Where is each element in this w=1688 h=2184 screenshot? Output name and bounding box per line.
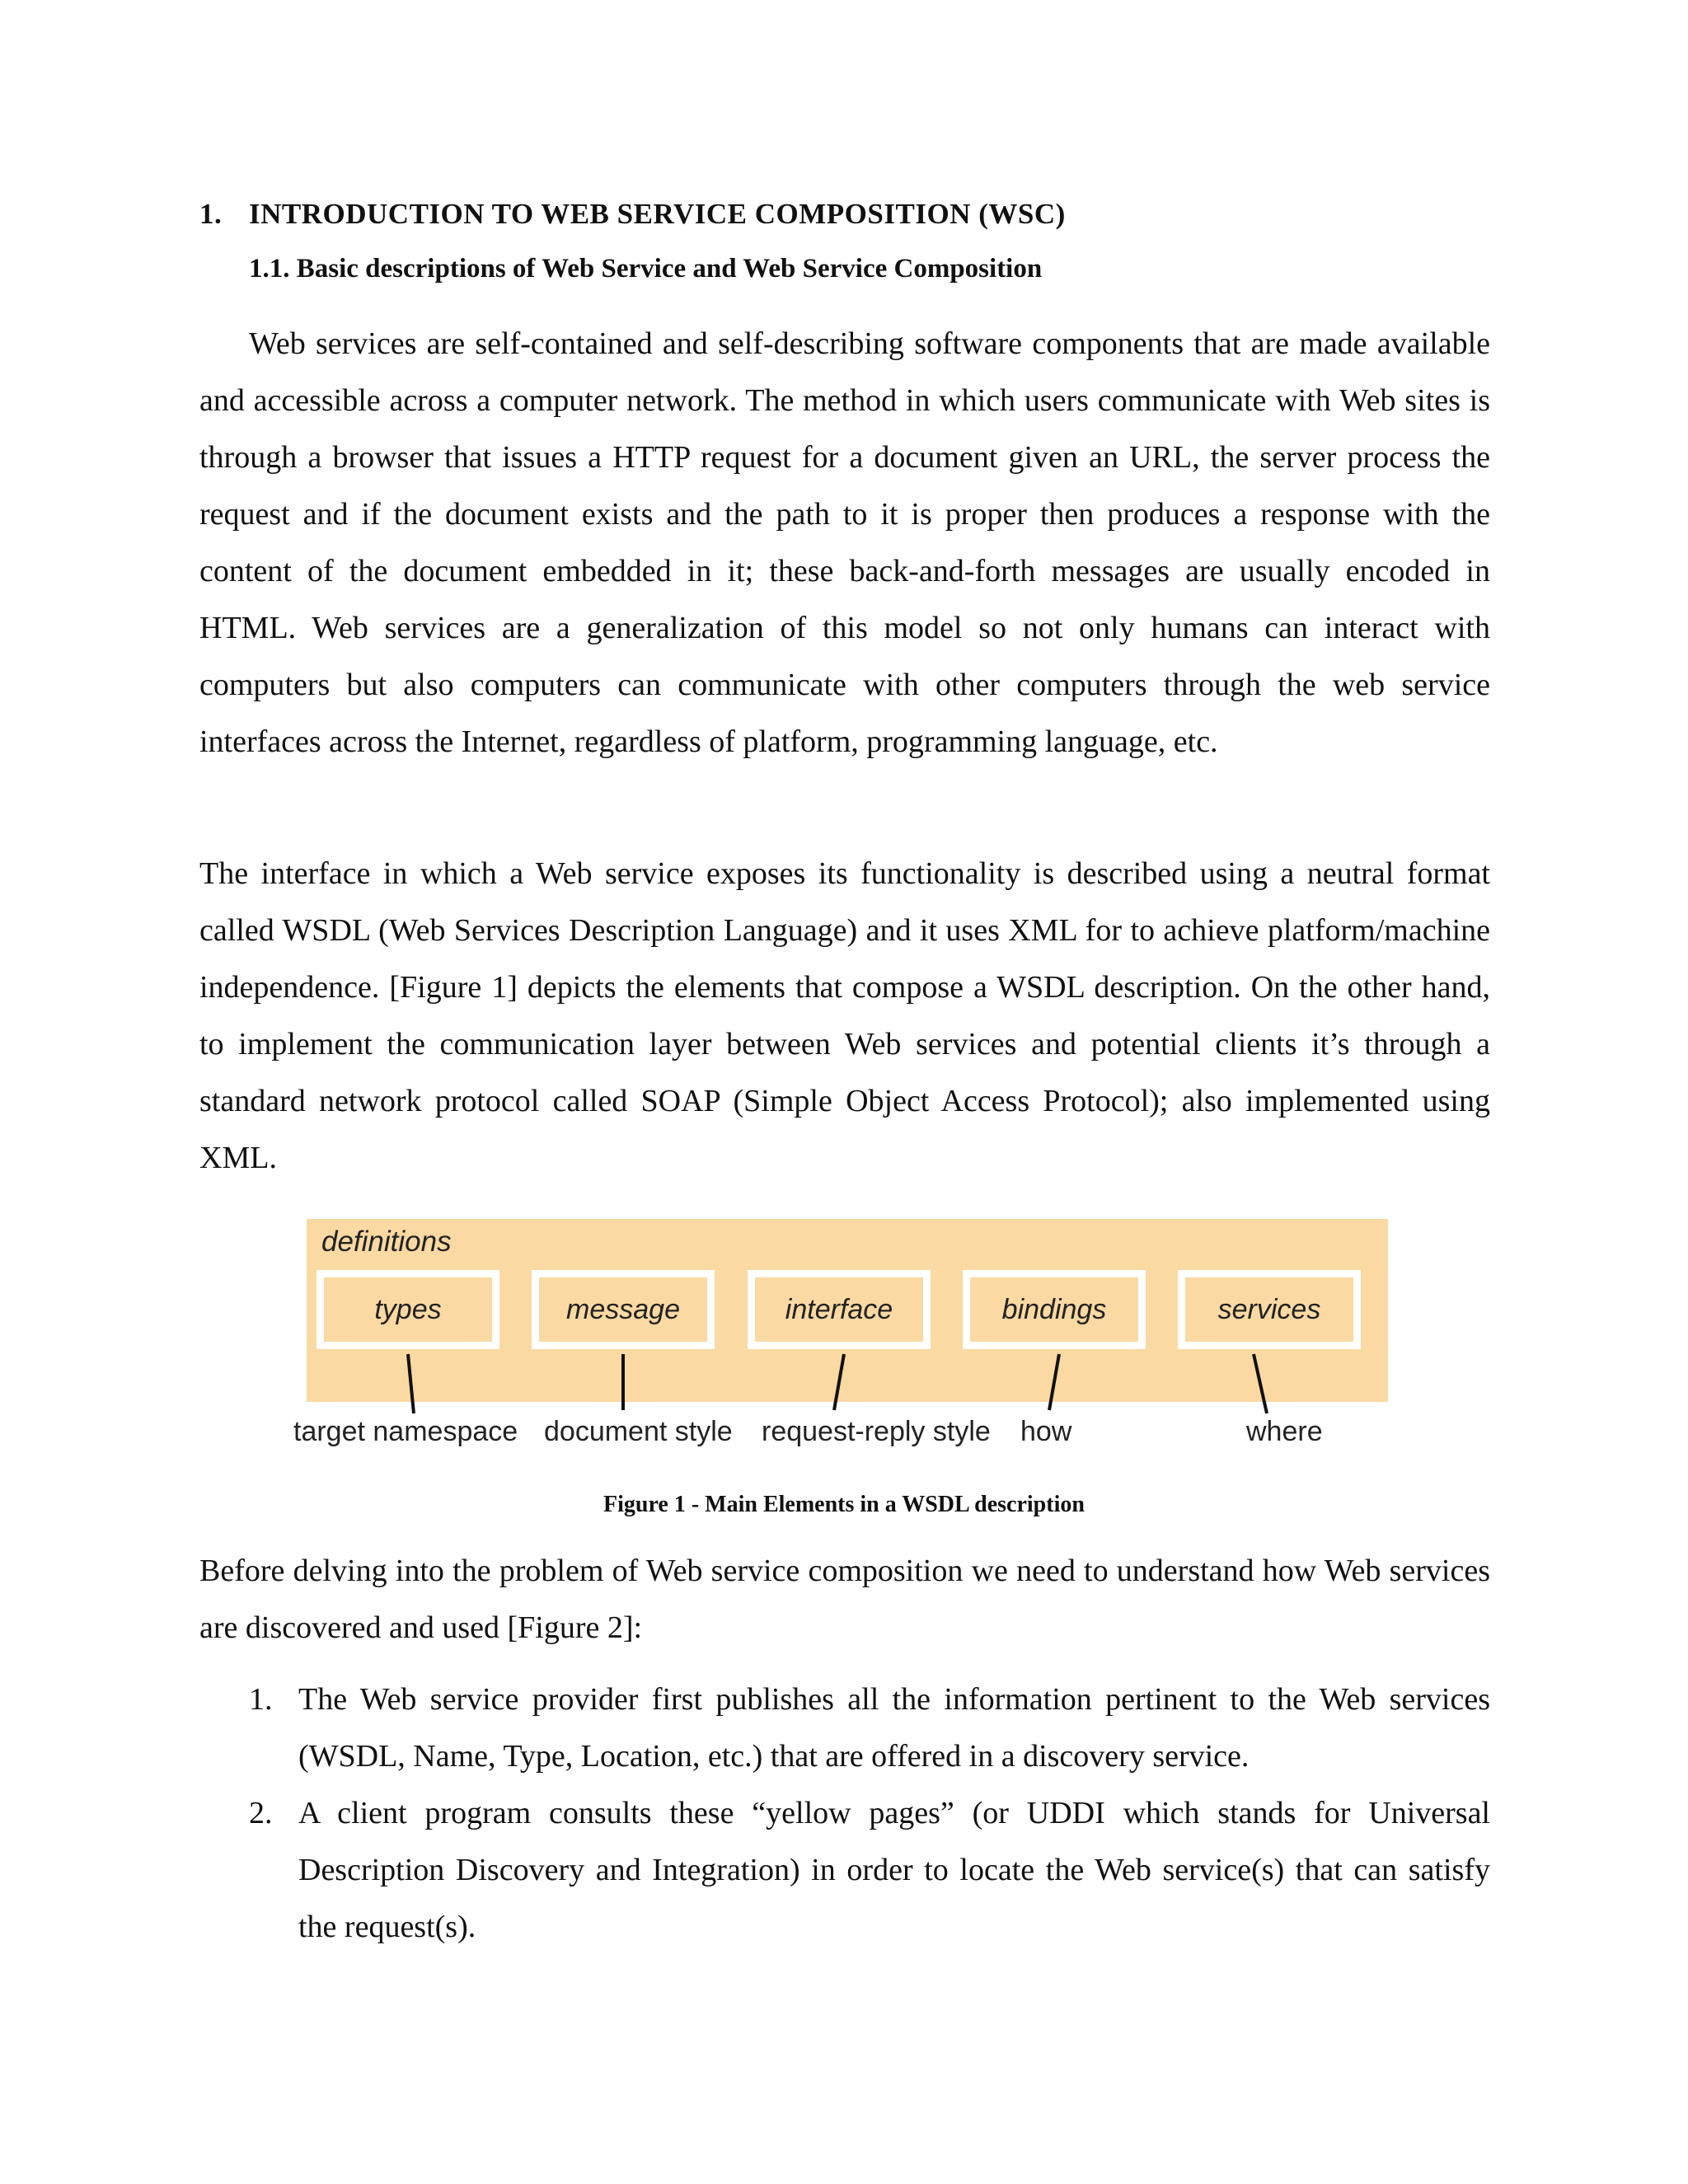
annotation-where: where [1246, 1416, 1323, 1447]
paragraph-discovery: Before delving into the problem of Web service composition we need to understand how Web services are discovered and used [Figure 2]: [199, 1554, 1490, 1645]
wsdl-figure [288, 1216, 1393, 1463]
connector-interface [834, 1354, 844, 1410]
list-item-text: A client program consults these “yellow pages” (or UDDI which stands for Universal Description Discovery and Integration) in order to locate the Web service(s) that can satisfy the request(s). [298, 1796, 1490, 1944]
element-box-types: types [316, 1270, 499, 1349]
connector-types [408, 1354, 414, 1413]
element-box-bindings: bindings [963, 1270, 1146, 1349]
list-marker: 1. [249, 1682, 273, 1717]
numbered-list [199, 1671, 1490, 1956]
annotation-how: how [1020, 1416, 1072, 1447]
connector-bindings [1049, 1354, 1059, 1410]
section-title: INTRODUCTION TO WEB SERVICE COMPOSITION (WSC) [249, 198, 1066, 230]
section-number: 1. [199, 198, 223, 230]
annotation-request-reply-style: request-reply style [762, 1416, 991, 1447]
list-item [199, 1671, 1490, 1785]
subsection-heading: 1.1. Basic descriptions of Web Service and Web Service Composition [249, 254, 1043, 284]
section-heading [199, 198, 1066, 231]
definitions-label: definitions [321, 1226, 452, 1258]
paragraph-web-services-intro: Web services are self-contained and self-describing software components that are made available and accessible across a computer network. The method in which users communicate with Web sites is through a browser that issues a HTTP request for a document given an URL, the server process the request and if the document exists and the path to it is proper then produces a response with the content of the document embedded in it; these back-and-forth messages are usually encoded in HTML. Web services are a generalization of this model so not only humans can interact with computers but also computers can communicate with other computers through the web service interfaces across the Internet, regardless of platform, programming language, etc. [199, 326, 1490, 759]
figure-caption: Figure 1 - Main Elements in a WSDL description [603, 1492, 1085, 1517]
element-box-services: services [1178, 1270, 1361, 1349]
element-box-interface: interface [748, 1270, 931, 1349]
list-item-text: The Web service provider first publishes all the information pertinent to the Web services (WSDL, Name, Type, Location, etc.) that are offered in a discovery service. [298, 1682, 1490, 1774]
annotation-document-style: document style [544, 1416, 733, 1447]
connector-services [1254, 1354, 1267, 1413]
list-marker: 2. [249, 1796, 273, 1830]
annotation-target-namespace: target namespace [293, 1416, 518, 1447]
element-box-message: message [532, 1270, 715, 1349]
paragraph-wsdl: The interface in which a Web service exposes its functionality is described using a neutral format called WSDL (Web Services Description Language) and it uses XML for to achieve platform/machine independence. [Figure 1] depicts the elements that compose a WSDL description. On the other hand, to implement the communication layer between Web services and potential clients it’s through a standard network protocol called SOAP (Simple Object Access Protocol); also implemented using XML. [199, 856, 1490, 1175]
list-item [199, 1785, 1490, 1956]
